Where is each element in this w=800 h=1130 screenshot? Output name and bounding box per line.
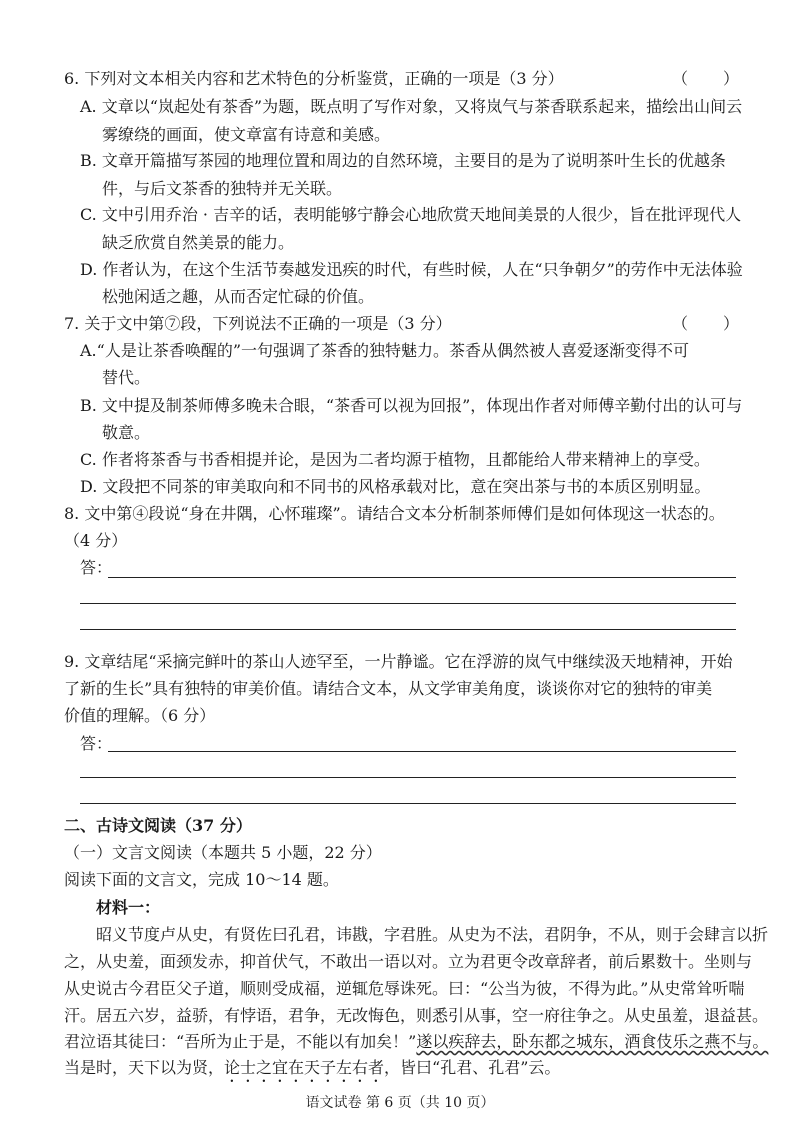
passage-line-6: [64, 1057, 560, 1086]
passage-line-4: 汗。居五六岁，益骄，有悖语，君争，无改悔色，则悉引从事，空一府往争之。从史虽羞，退益甚。: [64, 1006, 769, 1025]
q7-option-a-cont: 替代。: [102, 368, 151, 387]
q6-option-d-cont: 松弛闲适之趣，从而否定忙碌的价值。: [102, 287, 375, 306]
passage-line-5: [64, 1031, 768, 1053]
q6-stem: 6. 下列对文本相关内容和艺术特色的分析鉴赏，正确的一项是（3 分）: [64, 69, 564, 88]
q7-option-a: A.“人是让茶香唤醒的”一句强调了茶香的独特魅力。茶香从偶然被人喜爱逐渐变得不可: [80, 341, 690, 360]
q7-option-b-cont: 敬意。: [102, 423, 151, 442]
passage-line-3: 从史说古今君臣父子道，顺则受成福，逆辄危辱诛死。曰：“公当为彼，不得为此。”从史常耸听喘: [64, 979, 745, 998]
passage-wavy-underlined-sentence: 遂以疾辞去，卧东都之城东，酒食伎乐之燕不与。: [416, 1032, 769, 1051]
q9-stem: 9. 文章结尾“采摘完鲜叶的茶山人迹罕至，一片静谧。它在浮游的岚气中继续汲天地精神，开始: [64, 652, 733, 671]
q9-stem-cont: 了新的生长”具有独特的审美价值。请结合文本，从文学审美角度，谈谈你对它的独特的审美: [64, 679, 713, 698]
q7-option-c: C. 作者将茶香与书香相提并论，是因为二者均源于植物，且都能给人带来精神上的享受。: [80, 450, 710, 469]
q8-answer-line-3[interactable]: [80, 629, 736, 630]
q7-option-d: D. 文段把不同茶的审美取向和不同书的风格承载对比，意在突出茶与书的本质区别明显。: [80, 477, 711, 496]
q7-option-b: B. 文中提及制茶师傅多晚未合眼，“茶香可以视为回报”，体现出作者对师傅辛勤付出的认可与: [80, 396, 743, 415]
q8-stem: 8. 文中第④段说“身在井隅，心怀璀璨”。请结合文本分析制茶师傅们是如何体现这一状态的。: [64, 504, 725, 523]
passage-dotted-phrase: 论士之宜在天子左右者: [224, 1058, 385, 1077]
passage-line-1: 昭义节度卢从史，有贤佐曰孔君，讳戡，字君胜。从史为不法，君阴争，不从，则于会肆言以折: [96, 925, 769, 944]
q6-option-b-cont: 件，与后文茶香的独特并无关联。: [102, 179, 343, 198]
q9-answer-line-1[interactable]: [108, 751, 736, 752]
q9-points: 价值的理解。（6 分）: [64, 706, 216, 725]
subsection-title: （一）文言文阅读（本题共 5 小题，22 分）: [64, 843, 382, 862]
q9-answer-line-2[interactable]: [80, 777, 736, 778]
q8-answer-label: 答：: [80, 558, 113, 577]
q6-option-c-cont: 缺乏欣赏自然美景的能力。: [102, 233, 295, 252]
q6-option-d: D. 作者认为，在这个生活节奏越发迅疾的时代，有些时候，人在“只争朝夕”的劳作中无法体验: [80, 260, 743, 279]
q9-answer-label: 答：: [80, 734, 113, 753]
reading-instruction: 阅读下面的文言文，完成 10～14 题。: [64, 870, 339, 889]
q8-points: （4 分）: [64, 531, 128, 550]
q6-answer-paren: （ ）: [672, 69, 741, 88]
q6-option-a-cont: 雾缭绕的画面，使文章富有诗意和美感。: [102, 125, 391, 144]
q8-answer-line-1[interactable]: [108, 577, 736, 578]
section-title: 二、古诗文阅读（37 分）: [64, 816, 252, 835]
passage-line-6-end: ，皆曰“孔君、孔君”云。: [384, 1058, 561, 1077]
q9-answer-line-3[interactable]: [80, 803, 736, 804]
q8-answer-line-2[interactable]: [80, 603, 736, 604]
page-footer: 语文试卷 第 6 页（共 10 页）: [305, 1095, 495, 1111]
q7-answer-paren: （ ）: [672, 314, 741, 333]
passage-line-5-quote: 君泣语其徒曰：“吾所为止于是，不能以有加矣！”: [64, 1032, 417, 1051]
passage-line-6-start: 当是时，天下以为贤，: [64, 1058, 225, 1077]
q6-option-c: C. 文中引用乔治 · 吉辛的话，表明能够宁静会心地欣赏天地间美景的人很少，旨在批评现代人: [80, 205, 742, 224]
q7-stem: 7. 关于文中第⑦段，下列说法不正确的一项是（3 分）: [64, 314, 452, 333]
passage-line-2: 之，从史羞，面颈发赤，抑首伏气，不敢出一语以对。立为君更令改章辞者，前后累数十。坐则与: [64, 952, 753, 971]
q6-option-b: B. 文章开篇描写茶园的地理位置和周边的自然环境，主要目的是为了说明茶叶生长的优越条: [80, 151, 726, 170]
material-label: 材料一：: [96, 898, 161, 917]
q6-option-a: A. 文章以“岚起处有茶香”为题，既点明了写作对象，又将岚气与茶香联系起来，描绘出山间云: [80, 97, 743, 116]
